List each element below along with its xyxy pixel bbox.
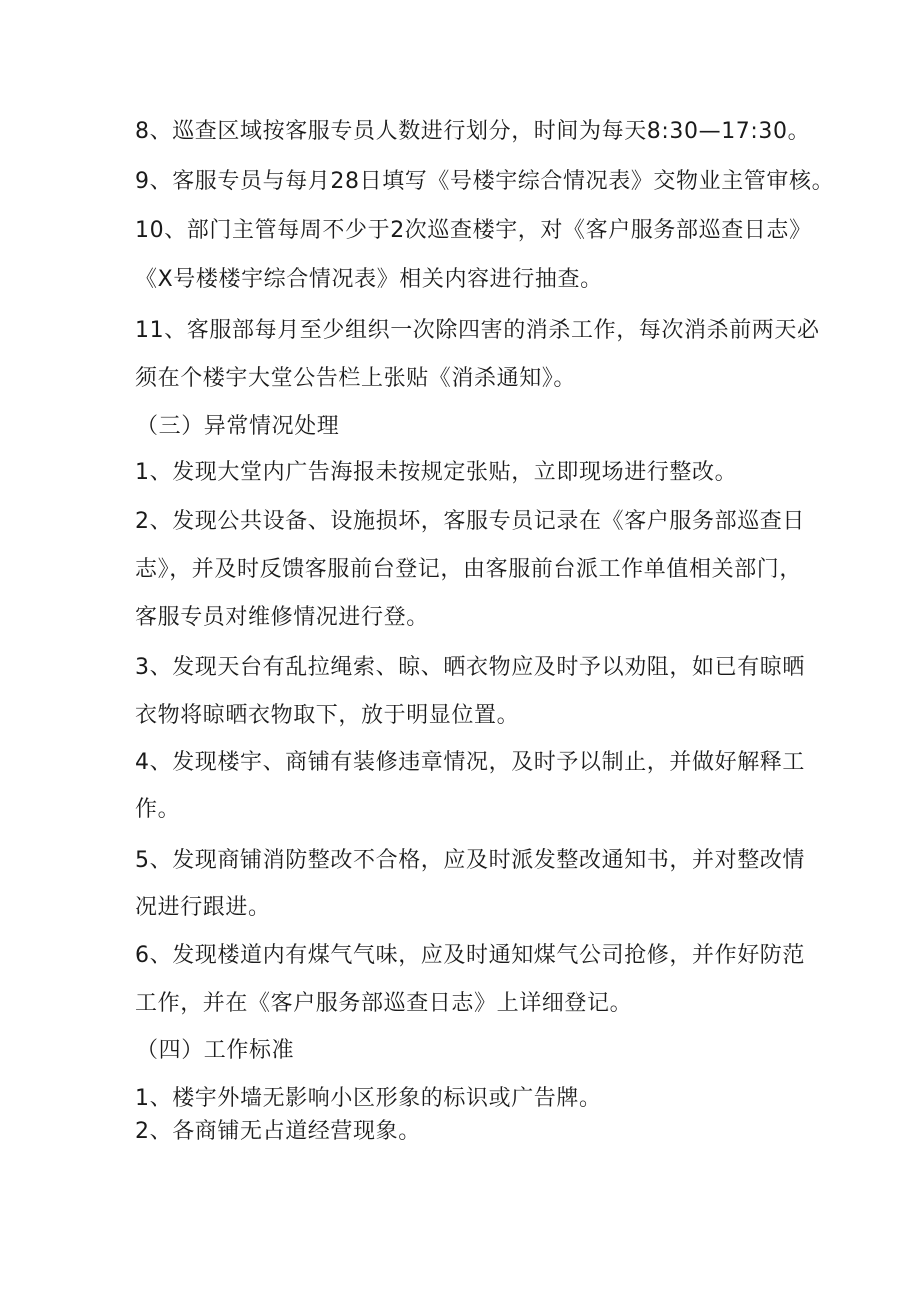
text-line: 9、客服专员与每月28日填写《号楼宇综合情况表》交物业主管审核。 [135, 169, 835, 194]
text-line: 1、楼宇外墙无影响小区形象的标识或广告牌。 [135, 1086, 602, 1111]
text-line: 5、发现商铺消防整改不合格，应及时派发整改通知书，并对整改情 [135, 848, 805, 873]
text-line: 客服专员对维修情况进行登。 [135, 605, 429, 630]
text-line: 2、发现公共设备、设施损坏，客服专员记录在《客户服务部巡查日 [135, 509, 805, 534]
text-line: 3、发现天台有乱拉绳索、晾、晒衣物应及时予以劝阻，如已有晾晒 [135, 655, 805, 680]
text-line: 须在个楼宇大堂公告栏上张贴《消杀通知》。 [135, 366, 577, 391]
section-heading: （三）异常情况处理 [136, 414, 340, 439]
text-line: 11、客服部每月至少组织一次除四害的消杀工作，每次消杀前两天必 [135, 318, 820, 343]
text-line: 志》，并及时反馈客服前台登记，由客服前台派工作单值相关部门， [135, 557, 803, 582]
text-line: 4、发现楼宇、商铺有装修违章情况，及时予以制止，并做好解释工 [135, 750, 805, 775]
text-line: 作。 [135, 797, 181, 822]
text-line: 8、巡查区域按客服专员人数进行划分，时间为每天8:30—17:30。 [135, 119, 811, 144]
text-line: 工作，并在《客户服务部巡查日志》上详细登记。 [135, 991, 633, 1016]
section-heading: （四）工作标准 [136, 1038, 295, 1063]
text-line: 10、部门主管每周不少于2次巡查楼宇，对《客户服务部巡查日志》 [135, 218, 812, 243]
text-line: 况进行跟进。 [135, 895, 271, 920]
text-line: 6、发现楼道内有煤气气味，应及时通知煤气公司抢修，并作好防范 [135, 943, 805, 968]
text-line: 衣物将晾晒衣物取下，放于明显位置。 [135, 703, 520, 728]
text-line: 2、各商铺无占道经营现象。 [135, 1119, 421, 1144]
text-line: 《X号楼楼宇综合情况表》相关内容进行抽查。 [135, 267, 603, 292]
text-line: 1、发现大堂内广告海报未按规定张贴，立即现场进行整改。 [135, 460, 738, 485]
